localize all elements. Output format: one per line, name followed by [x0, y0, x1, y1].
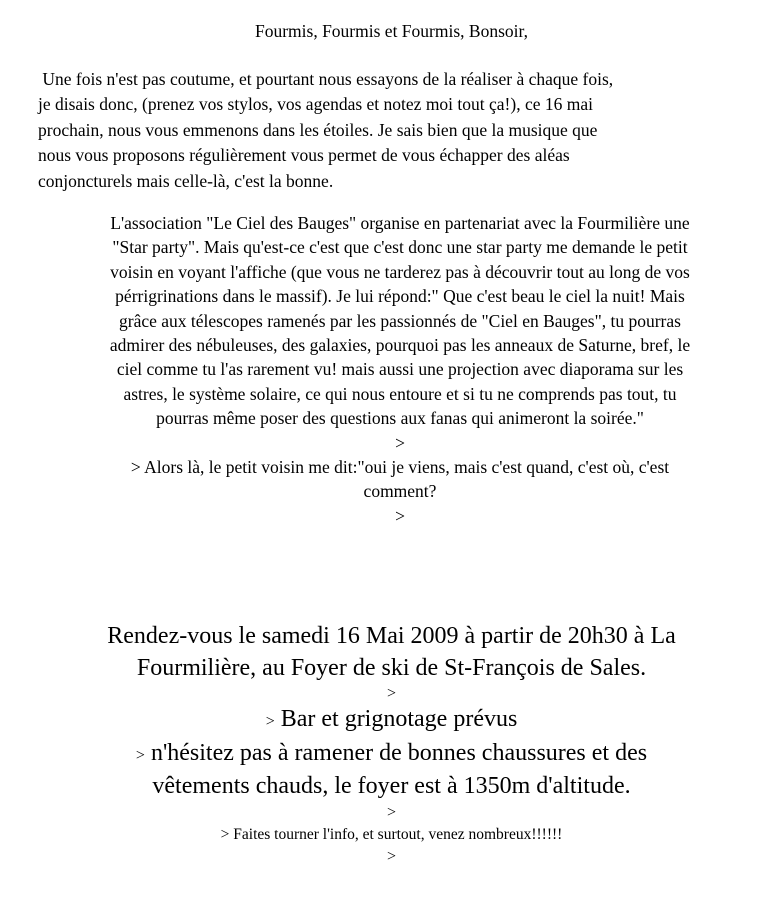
- star-party-line: astres, le système solaire, ce qui nous entoure et si tu ne comprends pas tout, tu: [123, 383, 677, 404]
- intro-line: conjoncturels mais celle-là, c'est la bonne.: [38, 170, 334, 191]
- star-party-paragraph: [30, 211, 770, 528]
- star-party-line: admirer des nébuleuses, des galaxies, pourquoi pas les anneaux de Saturne, bref, le: [109, 335, 691, 356]
- event-details: [20, 621, 763, 867]
- shoes-text: n'hésitez pas à ramener de bonnes chaussures et des: [150, 739, 648, 766]
- quote-marker: >: [386, 847, 397, 865]
- star-party-line: ciel comme tu l'as rarement vu! mais aussi une projection avec diaporama sur les: [116, 359, 684, 380]
- bar-text: Bar et grignotage prévus: [280, 706, 518, 732]
- quote-marker: >: [395, 432, 405, 453]
- quote-marker: >: [395, 505, 405, 526]
- quote-marker: >: [386, 685, 397, 702]
- quote-marker: >: [135, 746, 145, 764]
- star-party-line: > Alors là, le petit voisin me dit:"oui je viens, mais c'est quand, c'est où, c'est: [130, 457, 670, 478]
- intro-line: nous vous proposons régulièrement vous permet de vous échapper des aléas: [38, 145, 570, 166]
- quote-marker: >: [265, 713, 275, 730]
- greeting: Fourmis, Fourmis et Fourmis, Bonsoir,: [254, 21, 528, 41]
- shoes-line: [20, 738, 763, 772]
- star-party-line: voisin en voyant l'affiche (que vous ne tarderez pas à découvrir tout au long de vos: [110, 261, 690, 282]
- intro-line: Une fois n'est pas coutume, et pourtant nous essayons de la réaliser à chaque fois,: [38, 69, 614, 89]
- event-date-line: Rendez-vous le samedi 16 Mai 2009 à partir de 20h30 à La: [107, 623, 676, 649]
- star-party-line: "Star party". Mais qu'est-ce c'est que c'est donc une star party me demande le petit: [112, 237, 688, 258]
- star-party-line: pourras même poser des questions aux fanas qui animeront la soirée.": [156, 408, 644, 429]
- event-location-line: Fourmilière, au Foyer de ski de St-François de Sales.: [136, 654, 647, 681]
- shoes-line-2: vêtements chauds, le foyer est à 1350m d'altitude.: [152, 773, 631, 799]
- star-party-line: grâce aux télescopes ramenés par les passionnés de "Ciel en Bauges", tu pourras: [119, 310, 681, 331]
- bar-line: [20, 704, 763, 738]
- quote-marker: >: [386, 803, 397, 821]
- star-party-line: comment?: [363, 481, 437, 502]
- share-line: > Faites tourner l'info, et surtout, venez nombreux!!!!!!: [220, 825, 563, 843]
- star-party-line: L'association "Le Ciel des Bauges" organise en partenariat avec la Fourmilière une: [110, 213, 690, 233]
- intro-line: je disais donc, (prenez vos stylos, vos agendas et notez moi tout ça!), ce 16 mai: [38, 94, 593, 115]
- intro-paragraph: [38, 67, 760, 194]
- star-party-line: pérrigrinations dans le massif). Je lui répond:" Que c'est beau le ciel la nuit! Mais: [115, 286, 685, 307]
- intro-line: prochain, nous vous emmenons dans les étoiles. Je sais bien que la musique que: [38, 119, 598, 140]
